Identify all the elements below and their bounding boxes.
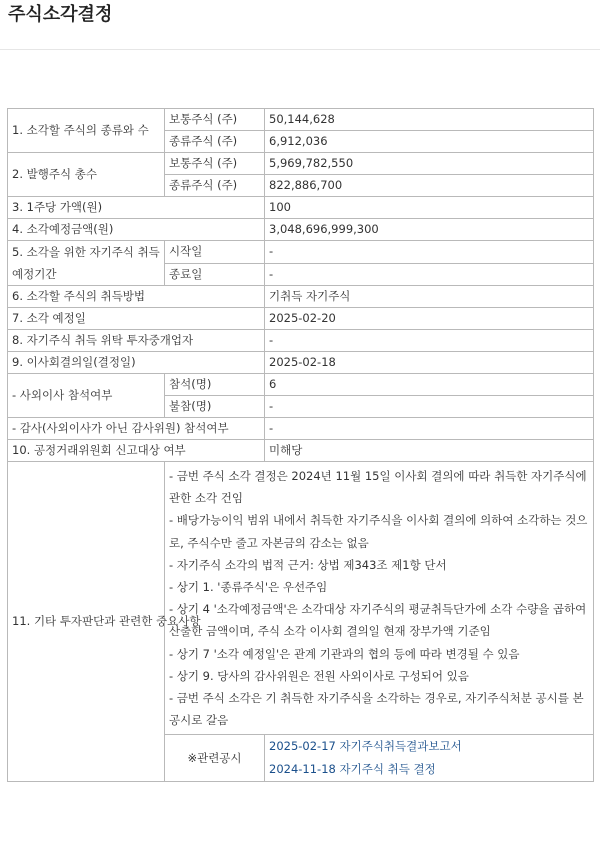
sub-label: 참석(명) bbox=[165, 374, 265, 396]
note-line: - 상기 9. 당사의 감사위원은 전원 사외이사로 구성되어 있음 bbox=[169, 668, 469, 683]
cell-value: - bbox=[265, 418, 594, 440]
title-divider bbox=[0, 49, 600, 50]
cell-value: - bbox=[265, 263, 594, 286]
related-disclosure-link[interactable]: 2025-02-17 자기주식취득결과보고서 bbox=[269, 739, 462, 754]
related-disclosure-link[interactable]: 2024-11-18 자기주식 취득 결정 bbox=[269, 762, 436, 777]
related-disclosure-label: ※관련공시 bbox=[165, 735, 265, 782]
sub-label: 종료일 bbox=[165, 263, 265, 286]
table-row bbox=[8, 418, 594, 440]
cell-value: 6 bbox=[265, 374, 594, 396]
sub-label: 보통주식 (주) bbox=[165, 109, 265, 131]
note-line: - 금번 주식 소각은 기 취득한 자기주식을 소각하는 경우로, 자기주식처분 공시를 본 공시로 갈음 bbox=[169, 691, 584, 728]
cell-value: 822,886,700 bbox=[265, 175, 594, 197]
table-row bbox=[8, 197, 594, 219]
table-row bbox=[8, 109, 594, 131]
cell-value: 6,912,036 bbox=[265, 131, 594, 153]
cell-value: - bbox=[265, 330, 594, 352]
note-line: - 자기주식 소각의 법적 근거: 상법 제343조 제1항 단서 bbox=[169, 557, 447, 572]
sub-label: 종류주식 (주) bbox=[165, 131, 265, 153]
row-label: 5. 소각을 위한 자기주식 취득 예정기간 bbox=[8, 241, 165, 286]
cell-value: - bbox=[265, 396, 594, 418]
note-line: - 배당가능이익 범위 내에서 취득한 자기주식을 이사회 결의에 의하여 소각하는 것으로, 주식수만 줄고 자본금의 감소는 없음 bbox=[169, 513, 588, 550]
cell-value: 2025-02-20 bbox=[265, 308, 594, 330]
cell-value: 2025-02-18 bbox=[265, 352, 594, 374]
cell-value: 50,144,628 bbox=[265, 109, 594, 131]
cell-value: 기취득 자기주식 bbox=[265, 286, 594, 308]
table-row bbox=[8, 286, 594, 308]
cell-value: 5,969,782,550 bbox=[265, 153, 594, 175]
note-line: - 상기 7 '소각 예정일'은 관계 기관과의 협의 등에 따라 변경될 수 있음 bbox=[169, 646, 520, 661]
sub-label: 보통주식 (주) bbox=[165, 153, 265, 175]
note-line: - 상기 4 '소각예정금액'은 소각대상 자기주식의 평균취득단가에 소각 수량을 곱하여 산출한 금액이며, 주식 소각 이사회 결의일 현재 장부가액 기준임 bbox=[169, 602, 587, 639]
row-label: 1. 소각할 주식의 종류와 수 bbox=[8, 109, 165, 153]
row-label: 7. 소각 예정일 bbox=[8, 308, 265, 330]
row-label: 2. 발행주식 총수 bbox=[8, 153, 165, 197]
cell-value: 미해당 bbox=[265, 440, 594, 462]
row-label: 4. 소각예정금액(원) bbox=[8, 219, 265, 241]
row-label: 10. 공정거래위원회 신고대상 여부 bbox=[8, 440, 265, 462]
notes-cell bbox=[165, 462, 594, 735]
table-row bbox=[8, 352, 594, 374]
row-label: 9. 이사회결의일(결정일) bbox=[8, 352, 265, 374]
row-label: - 감사(사외이사가 아닌 감사위원) 참석여부 bbox=[8, 418, 265, 440]
row-label: 6. 소각할 주식의 취득방법 bbox=[8, 286, 265, 308]
table-row bbox=[8, 241, 594, 264]
note-line: - 상기 1. '종류주식'은 우선주임 bbox=[169, 580, 328, 595]
sub-label: 불참(명) bbox=[165, 396, 265, 418]
table-row bbox=[8, 440, 594, 462]
table-row bbox=[8, 219, 594, 241]
row-label: - 사외이사 참석여부 bbox=[8, 374, 165, 418]
table-row bbox=[8, 374, 594, 396]
page-title: 주식소각결정 bbox=[8, 4, 113, 25]
table-row bbox=[8, 308, 594, 330]
cell-value: - bbox=[265, 241, 594, 264]
sub-label: 시작일 bbox=[165, 241, 265, 264]
related-disclosure-links bbox=[265, 735, 594, 782]
table-row bbox=[8, 153, 594, 175]
row-label: 11. 기타 투자판단과 관련한 중요사항 bbox=[8, 462, 165, 782]
table-row bbox=[8, 330, 594, 352]
cell-value: 3,048,696,999,300 bbox=[265, 219, 594, 241]
sub-label: 종류주식 (주) bbox=[165, 175, 265, 197]
cell-value: 100 bbox=[265, 197, 594, 219]
table-row bbox=[8, 462, 594, 735]
row-label: 8. 자기주식 취득 위탁 투자중개업자 bbox=[8, 330, 265, 352]
disclosure-table bbox=[7, 108, 594, 782]
note-line: - 금번 주식 소각 결정은 2024년 11월 15일 이사회 결의에 따라 취득한 자기주식에 관한 소각 건임 bbox=[169, 469, 587, 506]
row-label: 3. 1주당 가액(원) bbox=[8, 197, 265, 219]
